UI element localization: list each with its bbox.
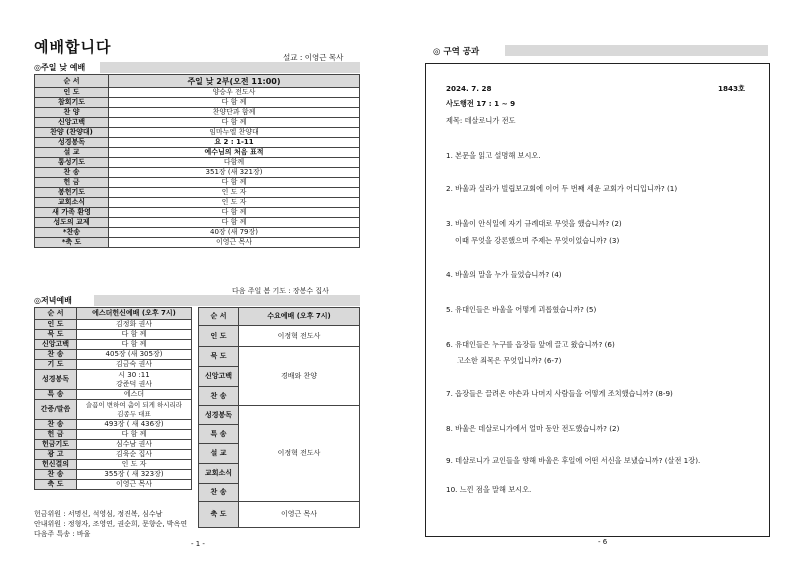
order-label: 봉헌기도 bbox=[35, 188, 109, 198]
order-label: 축 도 bbox=[199, 502, 239, 528]
order-label: 헌 금 bbox=[35, 430, 77, 440]
table-row bbox=[35, 188, 360, 198]
order-value: 경배와 찬양 bbox=[239, 347, 360, 406]
section-bar bbox=[505, 45, 768, 56]
order-label: 찬 송 bbox=[35, 350, 77, 360]
order-label: 교회소식 bbox=[35, 198, 109, 208]
table-row bbox=[35, 430, 192, 440]
table-row bbox=[35, 450, 192, 460]
order-label: 찬 송 bbox=[199, 387, 239, 406]
table-row bbox=[35, 440, 192, 450]
page-title: 예배합니다 bbox=[34, 38, 112, 56]
order-value: 이영근 목사 bbox=[239, 502, 360, 528]
question-7: 7. 읍장들은 끌려온 야손과 나머지 사람들을 어떻게 조치했습니까? (8-9) bbox=[446, 389, 673, 398]
table-row bbox=[35, 138, 360, 148]
table-row bbox=[35, 228, 360, 238]
order-label: 찬 송 bbox=[35, 420, 77, 430]
table-row bbox=[35, 420, 192, 430]
table-row bbox=[35, 158, 360, 168]
usher-staff: 안내위원 : 정형자, 조영연, 권순희, 문향순, 박옥연 bbox=[34, 520, 188, 528]
page-number-left: - 1 - bbox=[191, 540, 205, 548]
order-value: 슬픔이 변하여 춤이 되게 하시리라 김종두 대표 bbox=[77, 400, 192, 420]
cell-lesson-title: ◎ 구역 공과 bbox=[433, 46, 480, 57]
table-header-row bbox=[35, 308, 192, 320]
header-order: 순 서 bbox=[35, 75, 109, 88]
order-label: 헌금기도 bbox=[35, 440, 77, 450]
table-row bbox=[35, 168, 360, 178]
preacher-line: 설교 : 이영근 목사 bbox=[283, 53, 344, 62]
order-label: 헌 금 bbox=[35, 178, 109, 188]
lesson-subject: 제목: 데살로니가 전도 bbox=[446, 116, 516, 125]
table-row bbox=[35, 148, 360, 158]
order-label: 설 교 bbox=[35, 148, 109, 158]
order-label: *축 도 bbox=[35, 238, 109, 248]
table-row bbox=[35, 470, 192, 480]
question-3-sub: 이때 무엇을 강론했으며 주제는 무엇이었습니까? (3) bbox=[455, 236, 620, 245]
table-row bbox=[35, 460, 192, 470]
table-row bbox=[35, 400, 192, 420]
order-label: 찬양 (찬양대) bbox=[35, 128, 109, 138]
order-label: 찬 송 bbox=[199, 484, 239, 502]
table-row bbox=[35, 128, 360, 138]
question-6: 6. 유대인들은 누구를 읍장들 앞에 끌고 왔습니까? (6) bbox=[446, 340, 615, 349]
table-row bbox=[35, 330, 192, 340]
table-row bbox=[35, 218, 360, 228]
table-row bbox=[35, 198, 360, 208]
question-6-sub: 고소한 죄목은 무엇입니까? (6-7) bbox=[457, 356, 562, 365]
table-row bbox=[35, 370, 192, 390]
order-value: 찬양단과 함께 bbox=[109, 108, 360, 118]
order-label: 간증/말씀 bbox=[35, 400, 77, 420]
order-label: 인 도 bbox=[35, 88, 109, 98]
header-service: 에스더헌신예배 (오후 7시) bbox=[77, 308, 192, 320]
order-value: 인 도 자 bbox=[109, 198, 360, 208]
section-bar bbox=[100, 62, 360, 73]
issue-number: 1843호 bbox=[718, 84, 745, 93]
evening-section-title: ◎저녁예배 bbox=[34, 296, 72, 305]
order-label: 찬 양 bbox=[35, 108, 109, 118]
question-10: 10. 느낀 점을 말해 보시오. bbox=[446, 485, 532, 494]
order-value: 405장 (새 305장) bbox=[77, 350, 192, 360]
order-value: 이영근 목사 bbox=[109, 238, 360, 248]
order-value: 다 함 께 bbox=[109, 98, 360, 108]
order-value: 인 도 자 bbox=[109, 188, 360, 198]
lesson-date: 2024. 7. 28 bbox=[446, 84, 492, 93]
order-label: 묵 도 bbox=[35, 330, 77, 340]
table-row bbox=[35, 340, 192, 350]
table-row bbox=[35, 118, 360, 128]
order-value: 요 2 : 1-11 bbox=[109, 138, 360, 148]
header-service: 주일 낮 2부(오전 11:00) bbox=[109, 75, 360, 88]
table-row bbox=[35, 108, 360, 118]
question-1: 1. 본문을 읽고 설명해 보시오. bbox=[446, 151, 541, 160]
order-label: 찬 송 bbox=[35, 168, 109, 178]
question-2: 2. 바울과 실라가 빌립보교회에 이어 두 번째 세운 교회가 어디입니까? (1) bbox=[446, 184, 678, 193]
table-row bbox=[35, 480, 192, 490]
order-label: 찬 송 bbox=[35, 470, 77, 480]
order-label: 설 교 bbox=[199, 444, 239, 464]
order-value: 양승우 전도사 bbox=[109, 88, 360, 98]
table-row bbox=[35, 88, 360, 98]
order-label: *찬송 bbox=[35, 228, 109, 238]
table-row bbox=[199, 347, 360, 367]
order-value: 예수님의 처음 표적 bbox=[109, 148, 360, 158]
order-label: 인 도 bbox=[199, 326, 239, 347]
order-value: 김육순 집사 bbox=[77, 450, 192, 460]
table-row bbox=[35, 98, 360, 108]
order-label: 신앙고백 bbox=[35, 118, 109, 128]
table-row bbox=[35, 360, 192, 370]
order-label: 광 고 bbox=[35, 450, 77, 460]
table-row bbox=[199, 502, 360, 528]
scripture-ref: 사도행전 17 : 1 ~ 9 bbox=[446, 99, 516, 108]
order-label: 성도의 교제 bbox=[35, 218, 109, 228]
table-row bbox=[199, 406, 360, 425]
order-value: 이영근 목사 bbox=[77, 480, 192, 490]
order-label: 신앙고백 bbox=[199, 367, 239, 387]
header-service: 수요예배 (오후 7시) bbox=[239, 308, 360, 326]
morning-section-header bbox=[34, 62, 360, 73]
order-label: 성경봉독 bbox=[35, 138, 109, 148]
table-row bbox=[35, 390, 192, 400]
table-row bbox=[35, 208, 360, 218]
order-label: 묵 도 bbox=[199, 347, 239, 367]
section-bar bbox=[94, 295, 360, 306]
table-header-row bbox=[35, 75, 360, 88]
order-value: 다함께 bbox=[109, 158, 360, 168]
order-label: 헌신결의 bbox=[35, 460, 77, 470]
question-5: 5. 유대인들은 바울을 어떻게 괴롭혔습니까? (5) bbox=[446, 305, 597, 314]
next-week-prayer: 다음 주일 봄 기도 : 장봉수 집사 bbox=[232, 287, 329, 295]
table-row bbox=[35, 320, 192, 330]
order-value: 인 도 자 bbox=[77, 460, 192, 470]
question-4: 4. 바울의 말을 누가 들었습니까? (4) bbox=[446, 270, 562, 279]
question-9: 9. 데살로니가 교인들을 향해 바울은 후일에 어떤 서신을 보냈습니까? (살전 1장). bbox=[446, 456, 701, 465]
order-value: 다 함 께 bbox=[109, 218, 360, 228]
order-value: 40장 (새 79장) bbox=[109, 228, 360, 238]
table-row bbox=[35, 178, 360, 188]
order-value: 이정혁 전도사 bbox=[239, 326, 360, 347]
order-label: 참회기도 bbox=[35, 98, 109, 108]
order-value: 다 함 께 bbox=[77, 340, 192, 350]
order-value: 심수남 권사 bbox=[77, 440, 192, 450]
order-value: 다 함 께 bbox=[109, 118, 360, 128]
order-value: 351장 (새 321장) bbox=[109, 168, 360, 178]
header-order: 순 서 bbox=[35, 308, 77, 320]
order-value: 다 함 께 bbox=[109, 178, 360, 188]
order-label: 특 송 bbox=[35, 390, 77, 400]
order-value: 493장 ( 새 436장) bbox=[77, 420, 192, 430]
table-row bbox=[35, 238, 360, 248]
order-value: 다 함 께 bbox=[77, 430, 192, 440]
header-order: 순 서 bbox=[199, 308, 239, 326]
order-label: 축 도 bbox=[35, 480, 77, 490]
question-3: 3. 바울이 안식일에 자기 규례대로 무엇을 했습니까? (2) bbox=[446, 219, 622, 228]
evening-section-header bbox=[34, 295, 360, 306]
order-value: 시 30 :11 강준덕 권사 bbox=[77, 370, 192, 390]
order-value: 에스더 bbox=[77, 390, 192, 400]
order-value: 355장 ( 새 323장) bbox=[77, 470, 192, 480]
order-value: 다 함 께 bbox=[109, 208, 360, 218]
table-header-row bbox=[199, 308, 360, 326]
order-value: 다 함 께 bbox=[77, 330, 192, 340]
order-label: 성경봉독 bbox=[199, 406, 239, 425]
order-label: 성경봉독 bbox=[35, 370, 77, 390]
order-label: 인 도 bbox=[35, 320, 77, 330]
order-label: 특 송 bbox=[199, 425, 239, 444]
order-label: 기 도 bbox=[35, 360, 77, 370]
order-label: 신앙고백 bbox=[35, 340, 77, 350]
morning-section-title: ◎주일 낮 예배 bbox=[34, 63, 86, 72]
question-8: 8. 바울은 데살로니가에서 얼마 동안 전도했습니까? (2) bbox=[446, 424, 620, 433]
cell-lesson-header bbox=[433, 45, 768, 56]
table-row bbox=[199, 326, 360, 347]
table-row bbox=[35, 350, 192, 360]
offering-staff: 헌금위원 : 서명신, 석영심, 정진복, 심수남 bbox=[34, 510, 163, 518]
wednesday-service-table bbox=[198, 307, 360, 528]
esther-service-table bbox=[34, 307, 192, 490]
order-label: 새 가족 환영 bbox=[35, 208, 109, 218]
order-value: 이정혁 전도사 bbox=[239, 406, 360, 502]
order-value: 김정화 권사 bbox=[77, 320, 192, 330]
morning-service-table bbox=[34, 74, 360, 248]
order-label: 교회소식 bbox=[199, 464, 239, 484]
order-label: 통성기도 bbox=[35, 158, 109, 168]
order-value: 김금숙 권사 bbox=[77, 360, 192, 370]
page-number-right: - 6 bbox=[598, 538, 608, 546]
order-value: 임마누엘 찬양대 bbox=[109, 128, 360, 138]
next-special-song: 다음주 특송 : 바울 bbox=[34, 530, 91, 538]
